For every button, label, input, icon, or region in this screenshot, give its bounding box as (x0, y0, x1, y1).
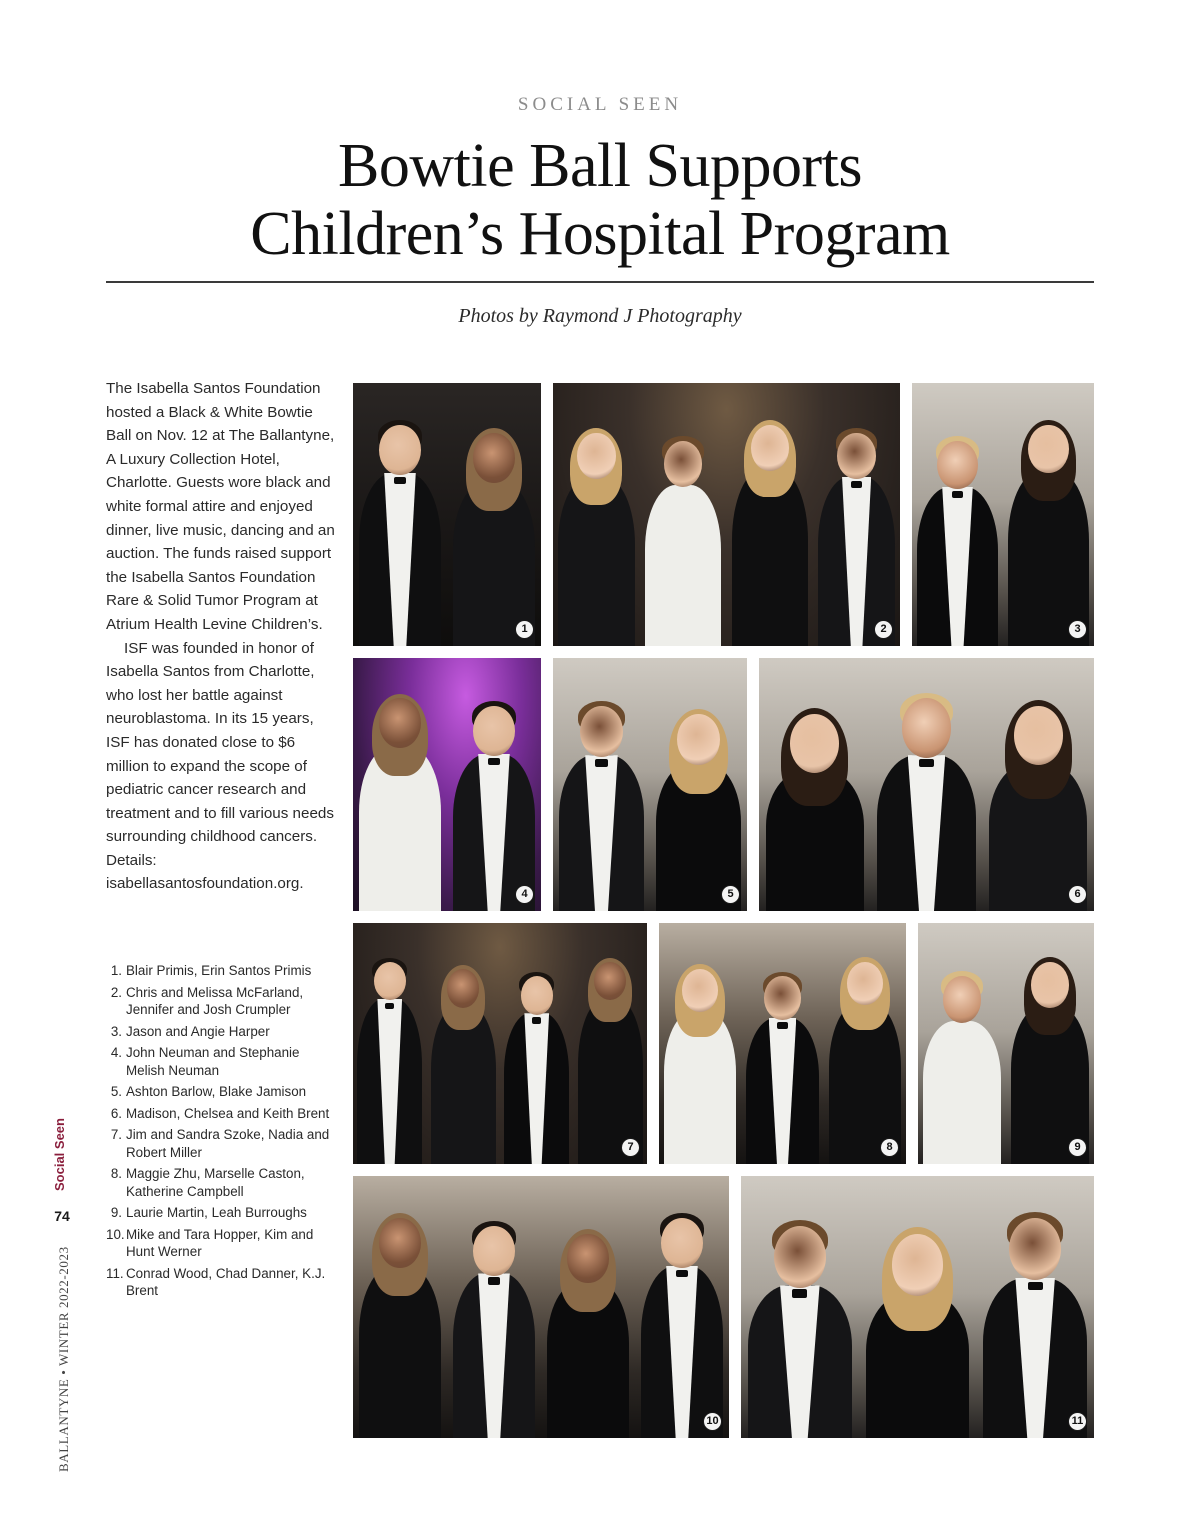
photo-number-badge: 10 (703, 1412, 722, 1431)
caption-text: John Neuman and Stephanie Melish Neuman (126, 1045, 300, 1078)
guest-figure (741, 1176, 862, 1438)
event-photo-5 (553, 658, 747, 911)
photo-number-badge: 5 (721, 885, 740, 904)
photo-number-badge: 6 (1068, 885, 1087, 904)
event-photo-10 (353, 1176, 729, 1438)
guest-figure (353, 923, 428, 1164)
caption-number: 3. (110, 1023, 122, 1039)
caption-item (106, 1023, 332, 1040)
guest-figure (445, 658, 541, 911)
caption-number: 8. (110, 1166, 122, 1182)
event-photo-4 (353, 658, 541, 911)
caption-item (106, 1226, 332, 1261)
caption-item (106, 1265, 332, 1300)
event-photo-8 (659, 923, 906, 1164)
caption-text: Jim and Sandra Szoke, Nadia and Robert Miller (126, 1127, 330, 1160)
guest-figure (1001, 383, 1094, 646)
caption-item (106, 1204, 332, 1221)
guest-figure (445, 383, 541, 646)
article-body (106, 377, 338, 896)
magazine-issue (56, 1240, 74, 1475)
caption-item (106, 1105, 332, 1122)
caption-text: Mike and Tara Hopper, Kim and Hunt Werner (126, 1226, 314, 1260)
guest-figure (572, 923, 647, 1164)
guest-figure (353, 1176, 449, 1438)
caption-number: 5. (110, 1084, 122, 1100)
guest-figure (1004, 923, 1094, 1164)
caption-item (106, 1044, 332, 1079)
caption-text: Ashton Barlow, Blake Jamison (126, 1084, 307, 1100)
photo-number-badge: 3 (1068, 620, 1087, 639)
headline-line-1: Bowtie Ball Supports (338, 132, 862, 200)
event-photo-9 (918, 923, 1094, 1164)
guest-figure (648, 658, 747, 911)
guest-figure (633, 1176, 729, 1438)
event-photo-3 (912, 383, 1094, 646)
guest-figure (553, 383, 642, 646)
headline-line-2: Children’s Hospital Program (250, 200, 950, 268)
section-kicker: SOCIAL SEEN (517, 94, 683, 115)
guest-figure (856, 1176, 980, 1438)
guest-figure (659, 923, 743, 1164)
guest-figure (739, 923, 825, 1164)
caption-item (106, 1126, 332, 1161)
guest-figure (498, 923, 575, 1164)
caption-number: 6. (110, 1105, 122, 1121)
magazine-issue-text: BALLANTYNE • WINTER 2022-2023 (56, 1246, 71, 1472)
guest-figure (912, 383, 1005, 646)
guest-figure (445, 1176, 544, 1438)
photo-number-badge: 7 (621, 1138, 640, 1157)
event-photo-11 (741, 1176, 1094, 1438)
caption-number: 9. (110, 1205, 122, 1221)
guest-figure (425, 923, 502, 1164)
caption-number: 1. (110, 963, 122, 978)
caption-number: 10. (106, 1226, 125, 1242)
caption-text: Conrad Wood, Chad Danner, K.J. Brent (126, 1265, 326, 1299)
guest-figure (759, 658, 873, 911)
caption-item (106, 984, 332, 1019)
caption-text: Madison, Chelsea and Keith Brent (126, 1105, 330, 1121)
caption-number: 7. (110, 1127, 122, 1143)
guest-figure (811, 383, 900, 646)
caption-text: Maggie Zhu, Marselle Caston, Katherine Campbell (126, 1166, 305, 1199)
section-label (52, 1117, 72, 1197)
event-photo-6 (759, 658, 1094, 911)
guest-figure (973, 1176, 1094, 1438)
event-photo-7 (353, 923, 647, 1164)
article-headline (0, 132, 1200, 268)
event-photo-1 (353, 383, 541, 646)
event-photo-2 (553, 383, 900, 646)
caption-item (106, 1165, 332, 1200)
page-number: 74 (54, 1208, 70, 1224)
guest-figure (353, 383, 449, 646)
guest-figure (980, 658, 1094, 911)
photo-number-badge: 2 (874, 620, 893, 639)
caption-number: 4. (110, 1045, 122, 1061)
caption-number: 11. (106, 1265, 124, 1281)
headline-rule (106, 281, 1094, 283)
guest-figure (868, 658, 985, 911)
article-paragraph-1: The Isabella Santos Foundation hosted a Black & White Bowtie Ball on Nov. 12 at The Ballantyne, A Luxury Collection Hotel, Charlotte. Guests wore black and white formal attire and enjoyed dinner, live music, dancing and an auction. The funds raised support the Isabella Santos Foundation Rare & Solid Tumor Program at Atrium Health Levine Children’s. (106, 380, 335, 633)
caption-item (106, 1083, 332, 1100)
guest-figure (353, 658, 449, 911)
photo-captions (106, 962, 332, 1304)
guest-figure (822, 923, 906, 1164)
photo-number-badge: 11 (1068, 1412, 1087, 1431)
article-paragraph-2: ISF was founded in honor of Isabella Santos from Charlotte, who lost her battle against neuroblastoma. In its 15 years, ISF has donated close to $6 million to expand the scope of pediatric cancer research and treatment and to fill various needs surrounding childhood cancers. Details: isabellasantosfoundation.org. (106, 639, 334, 893)
photo-number-badge: 8 (880, 1138, 899, 1157)
guest-figure (724, 383, 815, 646)
guest-figure (638, 383, 729, 646)
photo-number-badge: 4 (515, 885, 534, 904)
guest-figure (918, 923, 1008, 1164)
guest-figure (553, 658, 652, 911)
caption-text: Blair Primis, Erin Santos Primis (126, 963, 312, 978)
photo-credit: Photos by Raymond J Photography (458, 305, 742, 327)
guest-figure (539, 1176, 638, 1438)
caption-item (106, 962, 332, 979)
caption-text: Laurie Martin, Leah Burroughs (126, 1205, 307, 1221)
caption-text: Chris and Melissa McFarland, Jennifer and Josh Crumpler (126, 984, 304, 1017)
caption-number: 2. (110, 984, 122, 1000)
photo-number-badge: 9 (1068, 1138, 1087, 1157)
section-label-text: Social Seen (52, 1118, 67, 1191)
photo-number-badge: 1 (515, 620, 534, 639)
caption-text: Jason and Angie Harper (126, 1023, 270, 1039)
